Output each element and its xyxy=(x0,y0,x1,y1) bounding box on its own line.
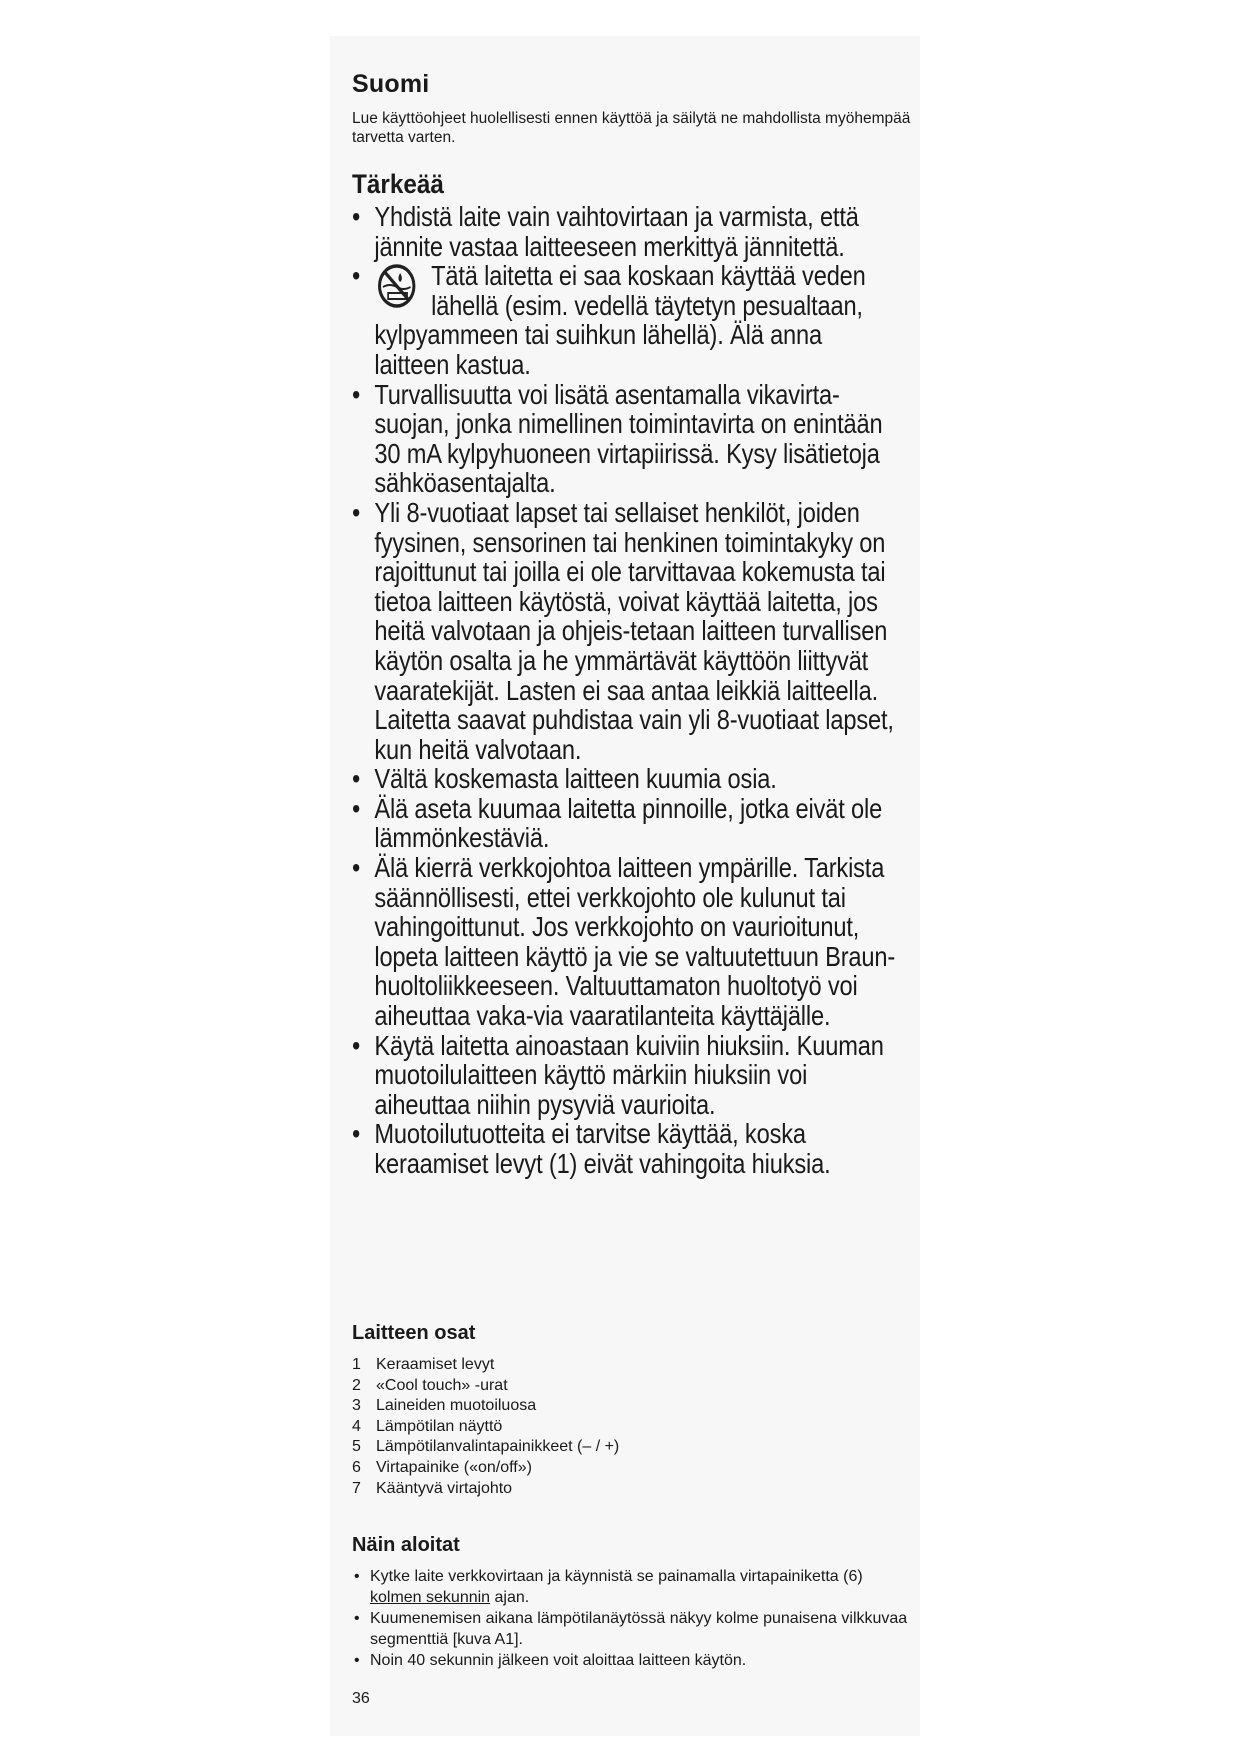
no-water-icon xyxy=(374,263,419,315)
list-item: 2 «Cool touch» -urat xyxy=(352,1376,508,1394)
list-item: 6 Virtapainike («on/off») xyxy=(352,1458,532,1476)
list-item: 7 Kääntyvä virtajohto xyxy=(352,1479,513,1497)
getting-started-section xyxy=(352,1534,912,1673)
list-item: • Kuumenemisen aikana lämpötilanäytössä näkyy kolme punaisena vilkkuvaa segmenttiä [kuva A1]. xyxy=(354,1610,908,1648)
list-item: • Muotoilutuotteita ei tarvitse käyttää, koska keraamiset levyt (1) eivät vahingoita hiuksia. xyxy=(352,1118,831,1179)
bullet: • xyxy=(352,852,361,884)
list-item: • Yli 8-vuotiaat lapset tai sellaiset henkilöt, joiden fyysinen, sensorinen tai henkinen toimintakyky on rajoittunut tai joilla ei ole tarvittavaa kokemusta tai tietoa laitteen käytöstä, voivat käyttää laitetta, jos heitä valvotaan ja ohjeis-tetaan laitteen turvallisen käytön osalta ja he ymmärtävät käyttöön liittyvät vaaratekijät. Lasten ei saa antaa leikkiä laitteella. Laitetta saavat puhdistaa vain yli 8-vuotiaat lapset, kun heitä valvotaan. xyxy=(352,496,894,765)
list-item: • Yhdistä laite vain vaihtovirtaan ja varmista, että jännite vastaa laitteeseen merkittyä jännitettä. xyxy=(352,201,859,262)
language-heading: Suomi xyxy=(352,70,430,98)
list-item: 5 Lämpötilanvalintapainikkeet (– / +) xyxy=(352,1438,620,1456)
list-item: • Tätä laitetta ei saa koskaan käyttää veden lähellä (esim. vedellä täytetyn pesualtaan, kylpyammeen tai suihkun lähellä). Älä anna laitteen kastua. xyxy=(352,260,866,380)
getting-started-heading: Näin aloitat xyxy=(352,1534,460,1556)
intro-text: Lue käyttöohjeet huolellisesti ennen käyttöä ja säilytä ne mahdollista myöhempää tarvetta varten. xyxy=(352,110,911,146)
parts-list xyxy=(352,1355,912,1499)
list-item: • Älä kierrä verkkojohtoa laitteen ympärille. Tarkista säännöllisesti, ettei verkkojohto ole kulunut tai vahingoittunut. Jos verkkojohto on vaurioitunut, lopeta laitteen käyttö ja vie se valtuutettuun Braun-huoltoliikkeeseen. Valtuuttamaton huoltotyö voi aiheuttaa vaka-via vaaratilanteita käyttäjälle. xyxy=(352,852,896,1032)
list-item: • Turvallisuutta voi lisätä asentamalla vikavirta-suojan, jonka nimellinen toimintavirta on enintään 30 mA kylpyhuoneen virtapiirissä. Kysy lisätietoja sähköasentajalta. xyxy=(352,378,883,499)
bullet: • xyxy=(354,1652,360,1669)
parts-heading: Laitteen osat xyxy=(352,1322,476,1344)
bullet: • xyxy=(352,378,361,410)
bullet: • xyxy=(354,1568,360,1585)
list-item: 4 Lämpötilan näyttö xyxy=(352,1417,503,1435)
bullet: • xyxy=(352,792,361,824)
list-item: • Käytä laitetta ainoastaan kuiviin hiuksiin. Kuuman muotoilulaitteen käyttö märkiin hiuksiin voi aiheuttaa niihin pysyviä vaurioita. xyxy=(352,1029,884,1120)
bullet: • xyxy=(352,763,361,795)
bullet: • xyxy=(352,1118,361,1150)
list-item: 3 Laineiden muotoiluosa xyxy=(352,1397,537,1415)
bullet: • xyxy=(352,1029,361,1061)
list-item: • Kytke laite verkkovirtaan ja käynnistä se painamalla virtapainiketta (6) kolmen sekunnin ajan. xyxy=(354,1568,863,1606)
bullet: • xyxy=(352,496,361,528)
list-item: • Noin 40 sekunnin jälkeen voit aloittaa laitteen käytön. xyxy=(352,1651,912,1672)
list-item: • Vältä koskemasta laitteen kuumia osia. xyxy=(352,763,777,795)
parts-section xyxy=(352,1322,912,1499)
bullet: • xyxy=(352,201,361,232)
list-item: • Älä aseta kuumaa laitetta pinnoille, jotka eivät ole lämmönkestäviä. xyxy=(352,792,883,854)
list-item: 1 Keraamiset levyt xyxy=(352,1356,495,1373)
important-list xyxy=(352,202,902,1179)
bullet: • xyxy=(352,260,361,292)
important-heading: Tärkeää xyxy=(352,169,444,199)
main-column xyxy=(352,70,912,1179)
bullet: • xyxy=(354,1610,360,1627)
getting-started-list xyxy=(352,1567,912,1672)
page-number: 36 xyxy=(352,1690,370,1707)
